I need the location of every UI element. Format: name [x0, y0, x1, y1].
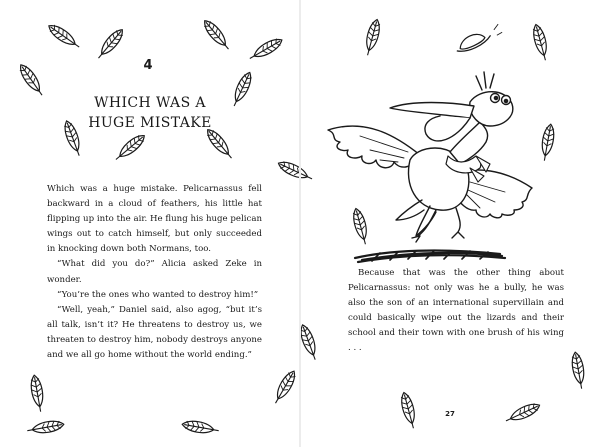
feather-icon — [229, 70, 254, 108]
hat-icon — [453, 24, 504, 54]
feather-icon — [247, 35, 284, 63]
chapter-title — [70, 93, 230, 133]
feather-icon — [94, 26, 126, 61]
chapter-title-line: HUGE MISTAKE — [88, 115, 212, 131]
paragraph: Because that was the other thing about Pelicarnassus: not only was he a bully, he was also the son of an international supervillain and could basically wipe out the lizards and their school and their town with one brush of his wing . . . — [348, 268, 564, 354]
page-number: 27 — [445, 410, 455, 418]
feather-icon — [362, 18, 382, 56]
pelican-illustration — [300, 60, 560, 265]
feather-icon — [26, 419, 64, 436]
paragraph: Which was a huge mistake. Pelicarnassus fell backward in a cloud of feathers, his little hat flipping up into the air. He flung his huge pelican wings out to catch himself, but only succeeded in knocking down both Normans, too. — [47, 184, 262, 255]
feather-icon — [17, 62, 47, 98]
feather-icon — [113, 132, 148, 164]
paragraph: “What did you do?” Alicia asked Zeke in wonder. — [47, 259, 262, 285]
chapter-title-line: WHICH WAS A — [94, 95, 206, 111]
feather-icon — [181, 419, 219, 436]
feather-icon — [46, 22, 82, 52]
feather-icon — [399, 391, 419, 429]
feather-icon — [504, 400, 542, 425]
paragraph: “Well, yeah,” Daniel said, also agog, “but it’s all talk, isn’t it? He threatens to destroy us, we threaten to destroy him, nobody destroys anyone and we all go home without the world ending.” — [47, 304, 262, 361]
feather-icon — [29, 374, 46, 412]
feather-icon — [201, 17, 233, 52]
chapter-number: 4 — [143, 58, 153, 73]
right-page-body — [348, 266, 564, 357]
paragraph: “You’re the ones who wanted to destroy him!” — [57, 289, 259, 300]
left-page-body — [47, 182, 262, 363]
feather-icon — [531, 23, 551, 61]
feather-icon — [271, 369, 299, 406]
feather-icon — [570, 351, 587, 389]
